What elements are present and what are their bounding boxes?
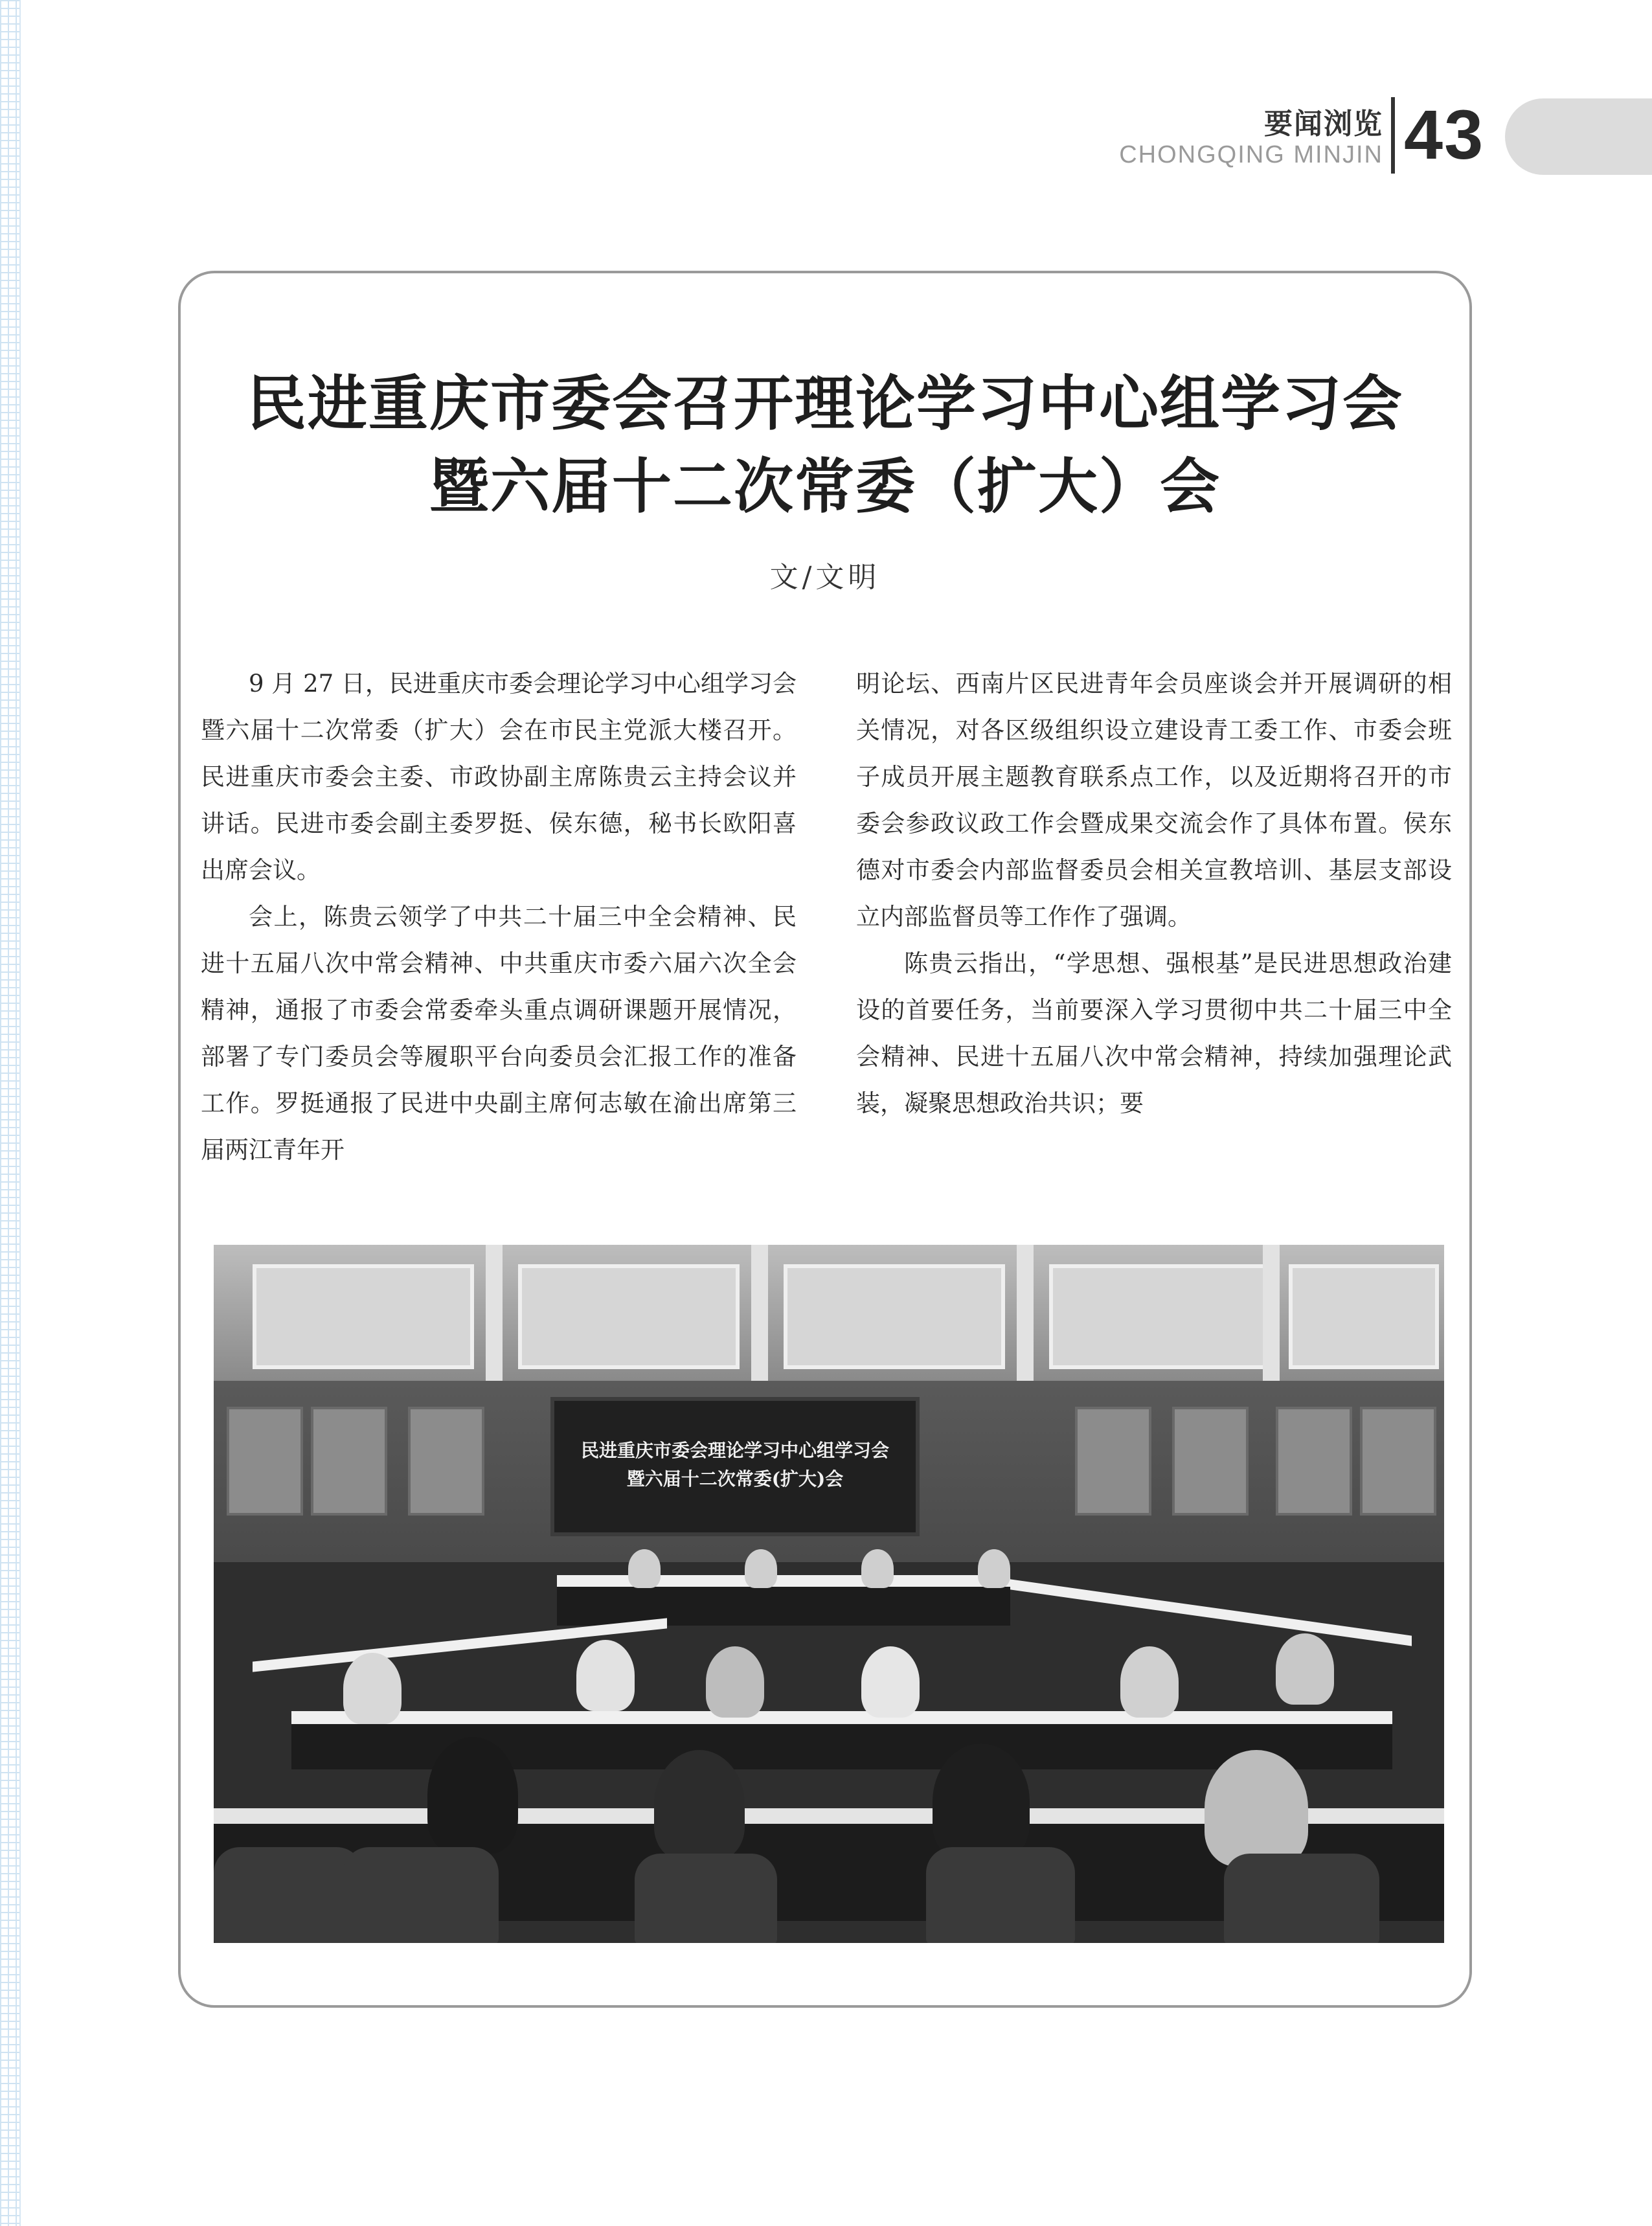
page-number: 43 (1404, 95, 1485, 174)
meeting-photo (214, 1245, 1444, 1943)
ceiling-panel (518, 1264, 740, 1369)
attendee (706, 1646, 764, 1718)
ceiling-panel (784, 1264, 1005, 1369)
wall-panel (1360, 1407, 1436, 1516)
attendee (1120, 1646, 1179, 1718)
ceiling-panel (1049, 1264, 1271, 1369)
attendee (576, 1640, 635, 1711)
ceiling-beam (751, 1245, 768, 1381)
ceiling-beam (486, 1245, 503, 1381)
magazine-name: CHONGQING MINJIN (1119, 141, 1383, 168)
paragraph: 明论坛、西南片区民进青年会员座谈会并开展调研的相关情况，对各区级组织设立建设青工委工作、市委会班子成员开展主题教育联系点工作，以及近期将召开的市委会参政议政工作会暨成果交流会作了具体布置。侯东德对市委会内部监督委员会相关宣教培训、基层支部设立内部监督员等工作作了强调。 (856, 670, 1452, 931)
attendee (861, 1549, 894, 1588)
page-tab (1505, 98, 1652, 175)
attendee (933, 1743, 1030, 1860)
photo-floor (214, 1562, 1444, 1943)
wall-panel (1075, 1407, 1151, 1516)
wall-panel (1276, 1407, 1352, 1516)
attendee (343, 1653, 402, 1724)
paragraph: 会上，陈贵云领学了中共二十届三中全会精神、民进十五届八次中常会精神、中共重庆市委六届六次全会精神，通报了市委会常委牵头重点调研课题开展情况，部署了专门委员会等履职平台向委员会汇报工作的准备工作。罗挺通报了民进中央副主席何志敏在渝出席第三届两江青年开 (201, 903, 797, 1164)
wall-panel (408, 1407, 484, 1516)
attendee (1205, 1750, 1308, 1867)
left-column (201, 661, 797, 1174)
attendee (1276, 1633, 1334, 1705)
head-table (557, 1575, 1010, 1587)
article-byline: 文/文明 (769, 561, 881, 594)
attendee (628, 1549, 661, 1588)
ceiling-panel (1289, 1264, 1439, 1369)
middle-table (291, 1711, 1392, 1724)
attendee (654, 1750, 745, 1860)
meeting-banner-screen (550, 1397, 920, 1536)
attendee (978, 1549, 1010, 1588)
paragraph: 陈贵云指出，“学思想、强根基”是民进思想政治建设的首要任务，当前要深入学习贯彻中共二十届三中全会精神、民进十五届八次中常会精神，持续加强理论武装，凝聚思想政治共识；要 (856, 949, 1452, 1117)
banner-line2: 暨六届十二次常委(扩大)会 (626, 1468, 844, 1490)
chair (214, 1847, 363, 1943)
wall-panel (1172, 1407, 1249, 1516)
attendee (861, 1646, 920, 1718)
banner-line1: 民进重庆市委会理论学习中心组学习会 (580, 1440, 889, 1461)
chair (343, 1847, 499, 1943)
ceiling-beam (1017, 1245, 1034, 1381)
article-title (178, 363, 1472, 528)
attendee (745, 1549, 777, 1588)
table-skirt (557, 1587, 1010, 1626)
chair (1224, 1854, 1379, 1943)
binding-grid-strip (0, 0, 21, 2226)
side-table (1010, 1579, 1412, 1646)
section-title: 要闻浏览 (1264, 108, 1383, 141)
article-title-line1: 民进重庆市委会召开理论学习中心组学习会 (246, 369, 1403, 438)
attendee (427, 1737, 518, 1854)
ceiling-panel (253, 1264, 474, 1369)
ceiling-beam (1263, 1245, 1280, 1381)
photo-ceiling (214, 1245, 1444, 1381)
header-divider (1391, 97, 1395, 174)
article-title-line2: 暨六届十二次常委（扩大）会 (429, 452, 1221, 521)
chair (926, 1847, 1075, 1943)
right-column (856, 661, 1452, 1127)
wall-panel (227, 1407, 303, 1516)
paragraph: 9 月 27 日，民进重庆市委会理论学习中心组学习会暨六届十二次常委（扩大）会在市民主党派大楼召开。民进重庆市委会主委、市政协副主席陈贵云主持会议并讲话。民进市委会副主委罗挺、侯东德，秘书长欧阳喜出席会议。 (201, 670, 797, 884)
chair (635, 1854, 777, 1943)
wall-panel (311, 1407, 387, 1516)
